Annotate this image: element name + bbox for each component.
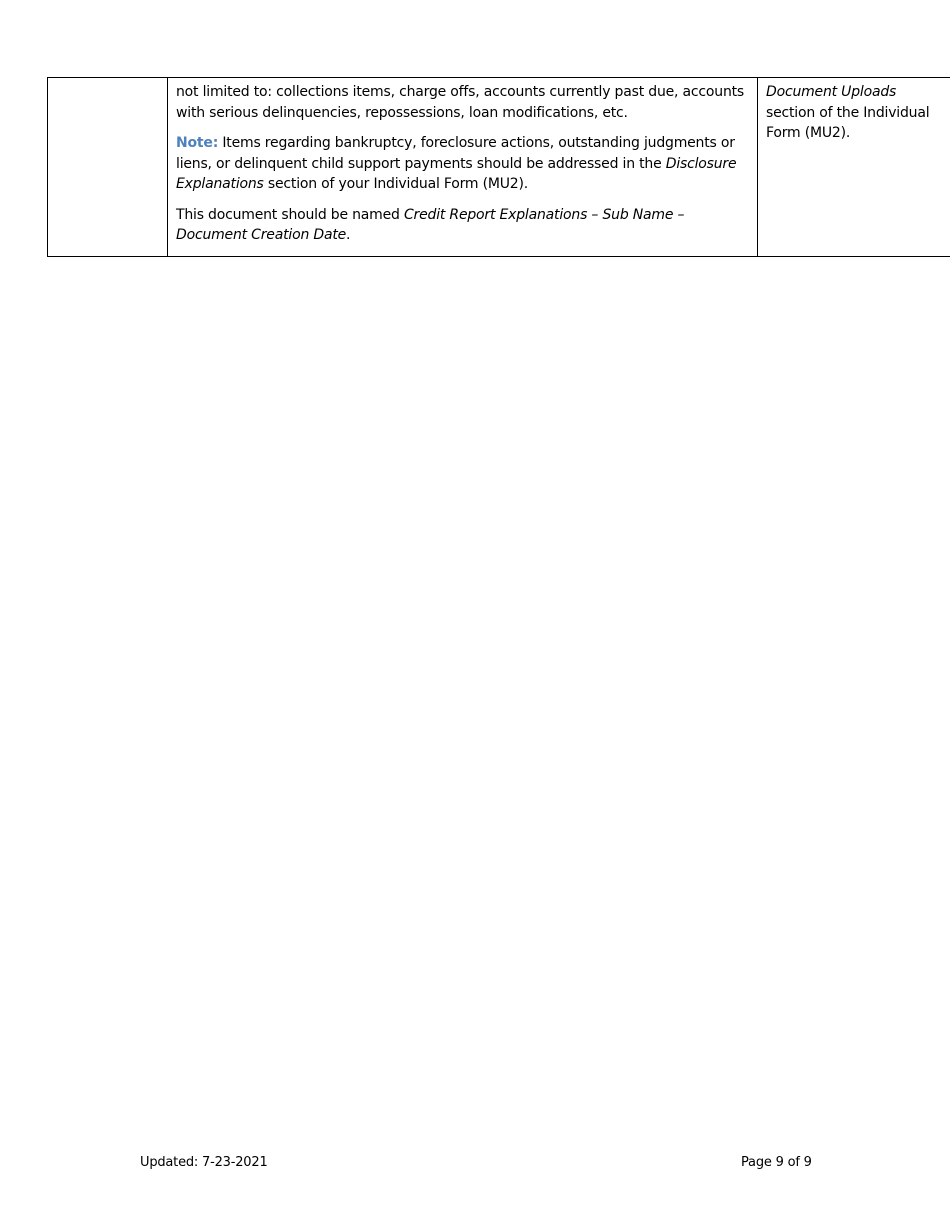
footer-page-number: Page 9 of 9 xyxy=(741,1155,812,1170)
document-name: Credit Report Explanations – Sub Name – Document Creation Date xyxy=(176,206,685,243)
table-row xyxy=(48,78,950,257)
table-cell-location xyxy=(758,78,950,257)
note-paragraph xyxy=(176,133,749,195)
table-cell-category xyxy=(48,78,168,257)
naming-end: . xyxy=(346,227,351,243)
note-label: Note: xyxy=(176,135,219,151)
footer-updated-date: Updated: 7-23-2021 xyxy=(140,1155,268,1170)
requirements-table xyxy=(47,77,950,257)
note-text-end: section of your Individual Form (MU2). xyxy=(263,176,529,192)
naming-paragraph xyxy=(176,205,749,246)
naming-text: This document should be named xyxy=(176,206,404,223)
disclosure-explanations-reference: Disclosure Explanations xyxy=(176,155,737,192)
document-uploads-reference: Document Uploads xyxy=(766,84,897,100)
table-cell-description xyxy=(168,78,758,257)
location-text: section of the Individual Form (MU2). xyxy=(766,104,930,141)
note-text: Items regarding bankruptcy, foreclosure actions, outstanding judgments or liens, or delinquent child support payments should be addressed in the xyxy=(176,135,735,172)
description-paragraph: not limited to: collections items, charge offs, accounts currently past due, accounts with serious delinquencies, repossessions, loan modifications, etc. xyxy=(176,84,744,121)
